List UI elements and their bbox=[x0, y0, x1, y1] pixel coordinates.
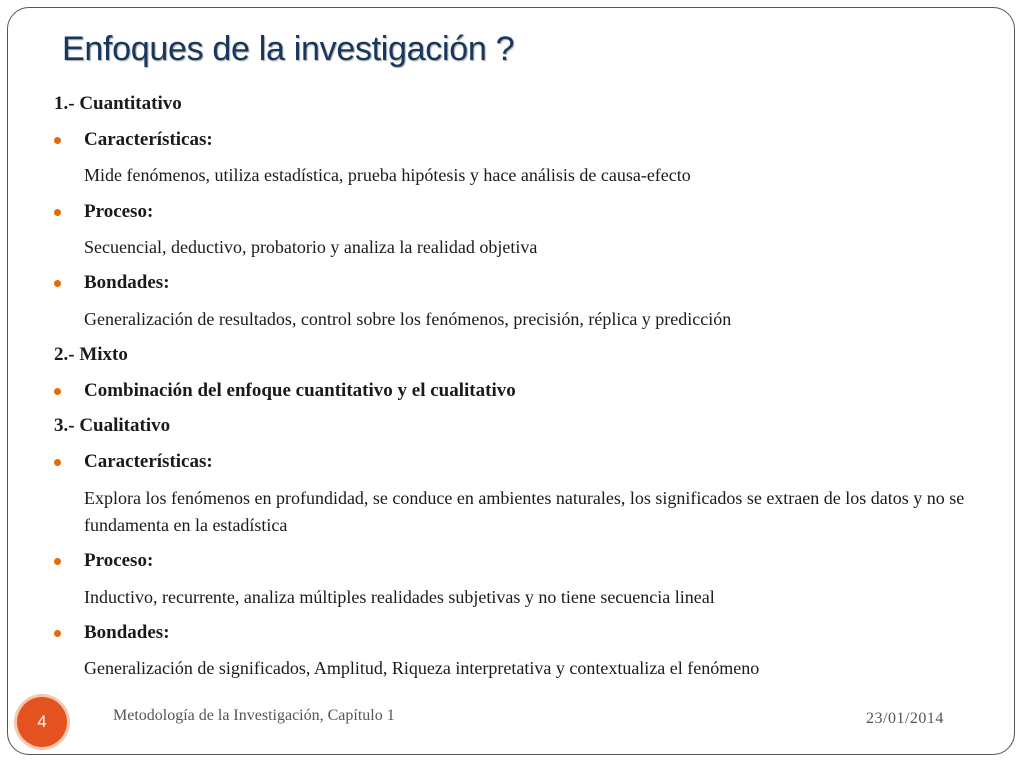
section-heading-cuantitativo: 1.- Cuantitativo bbox=[54, 93, 182, 114]
caracteristicas-text-cuantitativo: Mide fenómenos, utiliza estadística, prueba hipótesis y hace análisis de causa-efecto bbox=[84, 165, 691, 185]
bullet-dot-icon bbox=[54, 558, 61, 565]
bullet-label: Bondades: bbox=[84, 272, 170, 293]
slide-title: Enfoques de la investigación ? bbox=[62, 30, 515, 68]
proceso-text-cualitativo: Inductivo, recurrente, analiza múltiples realidades subjetivas y no tiene secuencia lineal bbox=[84, 587, 715, 607]
footer-course-text: Metodología de la Investigación, Capítulo 1 bbox=[113, 707, 395, 724]
footer-date: 23/01/2014 bbox=[866, 710, 944, 727]
bullet-label: Combinación del enfoque cuantitativo y el cualitativo bbox=[84, 380, 516, 401]
section-heading-cualitativo: 3.- Cualitativo bbox=[54, 415, 171, 436]
slide-number-badge: 4 bbox=[17, 697, 67, 747]
bullet-dot-icon bbox=[54, 209, 61, 216]
bondades-text-cuantitativo: Generalización de resultados, control sobre los fenómenos, precisión, réplica y predicción bbox=[84, 309, 732, 329]
bullet-label: Características: bbox=[84, 451, 213, 472]
section-heading-mixto: 2.- Mixto bbox=[54, 344, 128, 365]
bullet-dot-icon bbox=[54, 388, 61, 395]
bullet-dot-icon bbox=[54, 459, 61, 466]
bullet-dot-icon bbox=[54, 280, 61, 287]
caracteristicas-text-cualitativo: Explora los fenómenos en profundidad, se conduce en ambientes naturales, los significados se extraen de los datos y no se fundamenta en la estadística bbox=[84, 488, 965, 535]
bullet-dot-icon bbox=[54, 630, 61, 637]
bondades-text-cualitativo: Generalización de significados, Amplitud, Riqueza interpretativa y contextualiza el fenómeno bbox=[84, 658, 760, 678]
bullet-label: Proceso: bbox=[84, 201, 154, 222]
proceso-text-cuantitativo: Secuencial, deductivo, probatorio y analiza la realidad objetiva bbox=[84, 237, 538, 257]
bullet-label: Proceso: bbox=[84, 550, 154, 571]
bullet-label: Características: bbox=[84, 129, 213, 150]
bullet-label: Bondades: bbox=[84, 622, 170, 643]
bullet-dot-icon bbox=[54, 137, 61, 144]
